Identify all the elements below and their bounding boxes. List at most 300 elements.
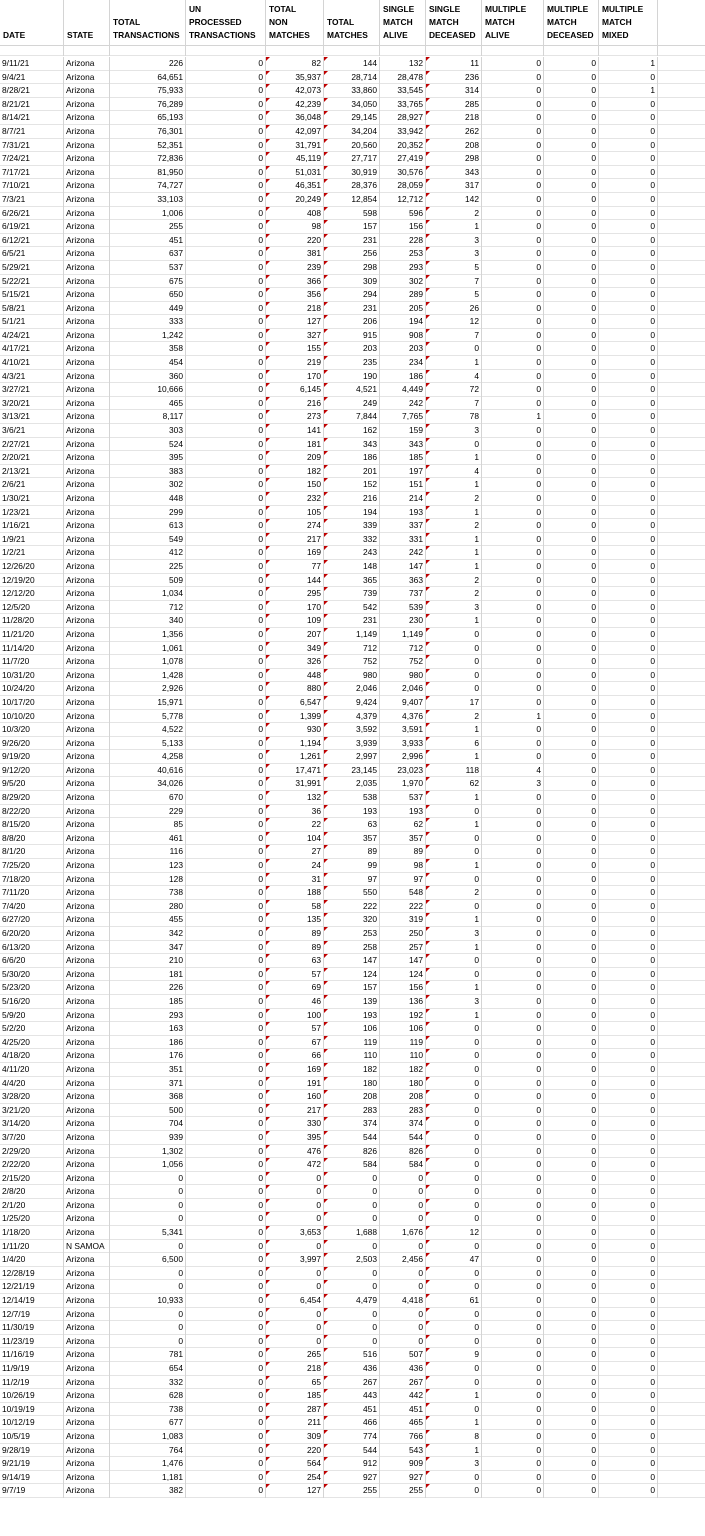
error-indicator-icon[interactable] <box>426 723 430 727</box>
cell-multiple-deceased[interactable] <box>544 1077 599 1091</box>
error-indicator-icon[interactable] <box>324 927 328 931</box>
cell-multiple-alive[interactable] <box>482 995 544 1009</box>
cell-total-transactions[interactable] <box>110 451 186 465</box>
cell-multiple-alive[interactable] <box>482 1158 544 1172</box>
cell-single-deceased[interactable] <box>426 1104 482 1118</box>
cell-multiple-deceased[interactable] <box>544 166 599 180</box>
cell-non-matches[interactable] <box>266 1253 324 1267</box>
cell-non-matches[interactable] <box>266 614 324 628</box>
cell-total-transactions[interactable] <box>110 139 186 153</box>
error-indicator-icon[interactable] <box>426 669 430 673</box>
error-indicator-icon[interactable] <box>266 927 270 931</box>
error-indicator-icon[interactable] <box>324 1226 328 1230</box>
error-indicator-icon[interactable] <box>266 1022 270 1026</box>
cell-non-matches[interactable] <box>266 601 324 615</box>
cell-unprocessed[interactable] <box>186 805 266 819</box>
error-indicator-icon[interactable] <box>266 288 270 292</box>
cell-total-transactions[interactable] <box>110 315 186 329</box>
cell-multiple-deceased[interactable] <box>544 655 599 669</box>
error-indicator-icon[interactable] <box>266 152 270 156</box>
cell-non-matches[interactable] <box>266 1049 324 1063</box>
empty-cell[interactable] <box>658 1335 705 1349</box>
cell-non-matches[interactable] <box>266 1009 324 1023</box>
cell-multiple-alive[interactable] <box>482 315 544 329</box>
error-indicator-icon[interactable] <box>426 601 430 605</box>
error-indicator-icon[interactable] <box>426 737 430 741</box>
cell-total-transactions[interactable] <box>110 1471 186 1485</box>
error-indicator-icon[interactable] <box>324 1362 328 1366</box>
cell-non-matches[interactable] <box>266 981 324 995</box>
cell-multiple-deceased[interactable] <box>544 261 599 275</box>
cell-multiple-alive[interactable] <box>482 329 544 343</box>
cell-state[interactable] <box>64 723 110 737</box>
cell-multiple-deceased[interactable] <box>544 750 599 764</box>
error-indicator-icon[interactable] <box>324 71 328 75</box>
cell-multiple-mixed[interactable] <box>599 84 658 98</box>
cell-multiple-alive[interactable] <box>482 1199 544 1213</box>
cell-date[interactable] <box>0 1009 64 1023</box>
cell-single-alive[interactable] <box>380 1185 426 1199</box>
cell-total-matches[interactable] <box>324 941 380 955</box>
cell-non-matches[interactable] <box>266 329 324 343</box>
error-indicator-icon[interactable] <box>426 1308 430 1312</box>
cell-total-matches[interactable] <box>324 397 380 411</box>
cell-state[interactable] <box>64 1117 110 1131</box>
cell-unprocessed[interactable] <box>186 1321 266 1335</box>
header-blank[interactable] <box>658 0 705 46</box>
cell-total-transactions[interactable] <box>110 696 186 710</box>
empty-cell[interactable] <box>658 737 705 751</box>
cell-date[interactable] <box>0 1199 64 1213</box>
cell-multiple-alive[interactable] <box>482 832 544 846</box>
error-indicator-icon[interactable] <box>426 179 430 183</box>
cell-date[interactable] <box>0 927 64 941</box>
cell-state[interactable] <box>64 451 110 465</box>
cell-total-transactions[interactable] <box>110 1240 186 1254</box>
error-indicator-icon[interactable] <box>426 288 430 292</box>
error-indicator-icon[interactable] <box>266 247 270 251</box>
cell-unprocessed[interactable] <box>186 1376 266 1390</box>
error-indicator-icon[interactable] <box>266 1131 270 1135</box>
error-indicator-icon[interactable] <box>266 478 270 482</box>
cell-non-matches[interactable] <box>266 968 324 982</box>
cell-single-deceased[interactable] <box>426 84 482 98</box>
cell-date[interactable] <box>0 981 64 995</box>
cell-total-transactions[interactable] <box>110 859 186 873</box>
cell-single-deceased[interactable] <box>426 642 482 656</box>
cell-multiple-deceased[interactable] <box>544 220 599 234</box>
cell-multiple-deceased[interactable] <box>544 84 599 98</box>
cell-multiple-mixed[interactable] <box>599 805 658 819</box>
cell-multiple-deceased[interactable] <box>544 275 599 289</box>
cell-single-alive[interactable] <box>380 1280 426 1294</box>
cell-unprocessed[interactable] <box>186 220 266 234</box>
empty-cell[interactable] <box>658 519 705 533</box>
cell-total-matches[interactable] <box>324 506 380 520</box>
empty-cell[interactable] <box>658 465 705 479</box>
error-indicator-icon[interactable] <box>266 533 270 537</box>
cell-total-matches[interactable] <box>324 98 380 112</box>
cell-single-deceased[interactable] <box>426 1335 482 1349</box>
cell-multiple-alive[interactable] <box>482 1457 544 1471</box>
error-indicator-icon[interactable] <box>426 1294 430 1298</box>
cell-total-matches[interactable] <box>324 1294 380 1308</box>
cell-single-deceased[interactable] <box>426 873 482 887</box>
error-indicator-icon[interactable] <box>266 1389 270 1393</box>
cell-non-matches[interactable] <box>266 438 324 452</box>
cell-state[interactable] <box>64 1145 110 1159</box>
empty-cell[interactable] <box>658 1240 705 1254</box>
cell-total-transactions[interactable] <box>110 383 186 397</box>
cell-multiple-deceased[interactable] <box>544 1240 599 1254</box>
error-indicator-icon[interactable] <box>426 913 430 917</box>
cell-date[interactable] <box>0 1471 64 1485</box>
cell-total-matches[interactable] <box>324 777 380 791</box>
empty-cell[interactable] <box>658 1036 705 1050</box>
cell-multiple-deceased[interactable] <box>544 438 599 452</box>
error-indicator-icon[interactable] <box>324 1471 328 1475</box>
cell-multiple-alive[interactable] <box>482 84 544 98</box>
empty-cell[interactable] <box>658 995 705 1009</box>
cell-date[interactable] <box>0 1104 64 1118</box>
cell-single-alive[interactable] <box>380 587 426 601</box>
error-indicator-icon[interactable] <box>324 1308 328 1312</box>
empty-cell[interactable] <box>658 342 705 356</box>
error-indicator-icon[interactable] <box>426 995 430 999</box>
error-indicator-icon[interactable] <box>324 941 328 945</box>
cell-total-matches[interactable] <box>324 913 380 927</box>
cell-non-matches[interactable] <box>266 166 324 180</box>
cell-unprocessed[interactable] <box>186 1131 266 1145</box>
cell-total-matches[interactable] <box>324 614 380 628</box>
cell-state[interactable] <box>64 1457 110 1471</box>
cell-single-deceased[interactable] <box>426 139 482 153</box>
error-indicator-icon[interactable] <box>426 98 430 102</box>
cell-single-deceased[interactable] <box>426 1009 482 1023</box>
error-indicator-icon[interactable] <box>266 1444 270 1448</box>
cell-multiple-deceased[interactable] <box>544 723 599 737</box>
cell-single-deceased[interactable] <box>426 207 482 221</box>
cell-total-matches[interactable] <box>324 968 380 982</box>
cell-multiple-alive[interactable] <box>482 1362 544 1376</box>
cell-state[interactable] <box>64 601 110 615</box>
cell-date[interactable] <box>0 614 64 628</box>
cell-non-matches[interactable] <box>266 275 324 289</box>
cell-multiple-mixed[interactable] <box>599 98 658 112</box>
cell-single-deceased[interactable] <box>426 805 482 819</box>
cell-single-deceased[interactable] <box>426 954 482 968</box>
cell-unprocessed[interactable] <box>186 179 266 193</box>
error-indicator-icon[interactable] <box>266 1403 270 1407</box>
cell-single-deceased[interactable] <box>426 764 482 778</box>
cell-multiple-deceased[interactable] <box>544 981 599 995</box>
empty-cell[interactable] <box>658 886 705 900</box>
error-indicator-icon[interactable] <box>426 71 430 75</box>
cell-multiple-mixed[interactable] <box>599 1416 658 1430</box>
cell-single-deceased[interactable] <box>426 356 482 370</box>
error-indicator-icon[interactable] <box>266 207 270 211</box>
cell-unprocessed[interactable] <box>186 1362 266 1376</box>
header-multiple-alive[interactable] <box>482 0 544 46</box>
empty-cell[interactable] <box>658 614 705 628</box>
cell-single-alive[interactable] <box>380 1212 426 1226</box>
cell-single-deceased[interactable] <box>426 913 482 927</box>
cell-single-deceased[interactable] <box>426 247 482 261</box>
empty-cell[interactable] <box>658 261 705 275</box>
cell-unprocessed[interactable] <box>186 859 266 873</box>
cell-state[interactable] <box>64 1403 110 1417</box>
cell-multiple-deceased[interactable] <box>544 900 599 914</box>
cell-multiple-alive[interactable] <box>482 913 544 927</box>
cell-total-matches[interactable] <box>324 519 380 533</box>
error-indicator-icon[interactable] <box>426 410 430 414</box>
error-indicator-icon[interactable] <box>426 1376 430 1380</box>
cell-multiple-deceased[interactable] <box>544 234 599 248</box>
empty-cell[interactable] <box>658 111 705 125</box>
cell-total-transactions[interactable] <box>110 1308 186 1322</box>
cell-date[interactable] <box>0 723 64 737</box>
cell-single-alive[interactable] <box>380 601 426 615</box>
error-indicator-icon[interactable] <box>324 1484 328 1488</box>
cell-single-alive[interactable] <box>380 642 426 656</box>
cell-date[interactable] <box>0 1049 64 1063</box>
cell-single-deceased[interactable] <box>426 302 482 316</box>
empty-cell[interactable] <box>658 1131 705 1145</box>
cell-multiple-alive[interactable] <box>482 492 544 506</box>
cell-non-matches[interactable] <box>266 805 324 819</box>
cell-state[interactable] <box>64 1321 110 1335</box>
error-indicator-icon[interactable] <box>426 1145 430 1149</box>
error-indicator-icon[interactable] <box>266 519 270 523</box>
empty-cell[interactable] <box>658 152 705 166</box>
cell-single-alive[interactable] <box>380 1389 426 1403</box>
cell-total-matches[interactable] <box>324 1009 380 1023</box>
error-indicator-icon[interactable] <box>324 601 328 605</box>
cell-single-alive[interactable] <box>380 723 426 737</box>
cell-single-alive[interactable] <box>380 1131 426 1145</box>
cell-single-deceased[interactable] <box>426 968 482 982</box>
error-indicator-icon[interactable] <box>324 845 328 849</box>
error-indicator-icon[interactable] <box>266 84 270 88</box>
cell-multiple-mixed[interactable] <box>599 1063 658 1077</box>
cell-date[interactable] <box>0 1022 64 1036</box>
cell-multiple-alive[interactable] <box>482 777 544 791</box>
cell-multiple-alive[interactable] <box>482 1104 544 1118</box>
cell-unprocessed[interactable] <box>186 1335 266 1349</box>
error-indicator-icon[interactable] <box>426 1158 430 1162</box>
cell-state[interactable] <box>64 1376 110 1390</box>
cell-single-deceased[interactable] <box>426 818 482 832</box>
error-indicator-icon[interactable] <box>324 342 328 346</box>
cell-single-deceased[interactable] <box>426 1267 482 1281</box>
empty-cell[interactable] <box>658 873 705 887</box>
cell-single-deceased[interactable] <box>426 981 482 995</box>
empty-cell[interactable] <box>658 601 705 615</box>
cell-multiple-deceased[interactable] <box>544 1172 599 1186</box>
cell-single-alive[interactable] <box>380 193 426 207</box>
error-indicator-icon[interactable] <box>426 1457 430 1461</box>
cell-total-transactions[interactable] <box>110 492 186 506</box>
cell-single-alive[interactable] <box>380 207 426 221</box>
empty-cell[interactable] <box>658 655 705 669</box>
cell-date[interactable] <box>0 275 64 289</box>
cell-date[interactable] <box>0 954 64 968</box>
cell-multiple-mixed[interactable] <box>599 873 658 887</box>
header-single-alive[interactable] <box>380 0 426 46</box>
empty-cell[interactable] <box>658 1294 705 1308</box>
cell-total-matches[interactable] <box>324 954 380 968</box>
cell-multiple-mixed[interactable] <box>599 1308 658 1322</box>
cell-total-transactions[interactable] <box>110 805 186 819</box>
error-indicator-icon[interactable] <box>324 818 328 822</box>
error-indicator-icon[interactable] <box>324 1158 328 1162</box>
cell-unprocessed[interactable] <box>186 410 266 424</box>
cell-single-deceased[interactable] <box>426 315 482 329</box>
cell-total-transactions[interactable] <box>110 1294 186 1308</box>
cell-total-transactions[interactable] <box>110 723 186 737</box>
cell-date[interactable] <box>0 642 64 656</box>
cell-single-alive[interactable] <box>380 873 426 887</box>
cell-unprocessed[interactable] <box>186 315 266 329</box>
error-indicator-icon[interactable] <box>426 125 430 129</box>
cell-total-transactions[interactable] <box>110 791 186 805</box>
cell-non-matches[interactable] <box>266 873 324 887</box>
cell-state[interactable] <box>64 261 110 275</box>
header-total-transactions[interactable] <box>110 0 186 46</box>
cell-single-alive[interactable] <box>380 179 426 193</box>
error-indicator-icon[interactable] <box>266 737 270 741</box>
cell-single-alive[interactable] <box>380 1172 426 1186</box>
error-indicator-icon[interactable] <box>266 71 270 75</box>
error-indicator-icon[interactable] <box>426 546 430 550</box>
cell-single-alive[interactable] <box>380 574 426 588</box>
cell-total-matches[interactable] <box>324 247 380 261</box>
cell-date[interactable] <box>0 166 64 180</box>
cell-date[interactable] <box>0 1145 64 1159</box>
cell-state[interactable] <box>64 737 110 751</box>
cell-multiple-mixed[interactable] <box>599 1049 658 1063</box>
cell-total-transactions[interactable] <box>110 1022 186 1036</box>
cell-total-matches[interactable] <box>324 1077 380 1091</box>
cell-date[interactable] <box>0 383 64 397</box>
cell-multiple-deceased[interactable] <box>544 995 599 1009</box>
cell-total-transactions[interactable] <box>110 1199 186 1213</box>
cell-date[interactable] <box>0 1430 64 1444</box>
cell-state[interactable] <box>64 832 110 846</box>
empty-cell[interactable] <box>658 1484 705 1498</box>
cell-total-matches[interactable] <box>324 682 380 696</box>
cell-non-matches[interactable] <box>266 342 324 356</box>
cell-single-deceased[interactable] <box>426 1240 482 1254</box>
cell-unprocessed[interactable] <box>186 98 266 112</box>
cell-total-matches[interactable] <box>324 1022 380 1036</box>
cell-non-matches[interactable] <box>266 234 324 248</box>
cell-state[interactable] <box>64 1009 110 1023</box>
cell-date[interactable] <box>0 356 64 370</box>
empty-cell[interactable] <box>658 1226 705 1240</box>
error-indicator-icon[interactable] <box>324 1090 328 1094</box>
cell-state[interactable] <box>64 410 110 424</box>
cell-multiple-alive[interactable] <box>482 1022 544 1036</box>
cell-total-transactions[interactable] <box>110 478 186 492</box>
cell-state[interactable] <box>64 519 110 533</box>
cell-total-matches[interactable] <box>324 1226 380 1240</box>
cell-single-deceased[interactable] <box>426 57 482 71</box>
cell-total-matches[interactable] <box>324 84 380 98</box>
cell-unprocessed[interactable] <box>186 1022 266 1036</box>
error-indicator-icon[interactable] <box>324 574 328 578</box>
cell-multiple-mixed[interactable] <box>599 1090 658 1104</box>
cell-unprocessed[interactable] <box>186 1090 266 1104</box>
cell-date[interactable] <box>0 1131 64 1145</box>
cell-unprocessed[interactable] <box>186 1185 266 1199</box>
cell-unprocessed[interactable] <box>186 329 266 343</box>
cell-single-deceased[interactable] <box>426 886 482 900</box>
error-indicator-icon[interactable] <box>426 57 430 61</box>
cell-single-deceased[interactable] <box>426 696 482 710</box>
cell-non-matches[interactable] <box>266 1172 324 1186</box>
cell-single-deceased[interactable] <box>426 845 482 859</box>
cell-unprocessed[interactable] <box>186 900 266 914</box>
cell-multiple-mixed[interactable] <box>599 438 658 452</box>
error-indicator-icon[interactable] <box>426 1185 430 1189</box>
cell-single-deceased[interactable] <box>426 1036 482 1050</box>
cell-single-alive[interactable] <box>380 111 426 125</box>
cell-non-matches[interactable] <box>266 818 324 832</box>
error-indicator-icon[interactable] <box>266 601 270 605</box>
cell-multiple-mixed[interactable] <box>599 750 658 764</box>
cell-total-transactions[interactable] <box>110 506 186 520</box>
cell-unprocessed[interactable] <box>186 247 266 261</box>
cell-unprocessed[interactable] <box>186 506 266 520</box>
error-indicator-icon[interactable] <box>426 207 430 211</box>
error-indicator-icon[interactable] <box>426 655 430 659</box>
cell-multiple-deceased[interactable] <box>544 560 599 574</box>
cell-unprocessed[interactable] <box>186 1471 266 1485</box>
cell-total-matches[interactable] <box>324 1280 380 1294</box>
cell-total-matches[interactable] <box>324 288 380 302</box>
cell-multiple-mixed[interactable] <box>599 737 658 751</box>
empty-cell[interactable] <box>658 451 705 465</box>
error-indicator-icon[interactable] <box>324 737 328 741</box>
error-indicator-icon[interactable] <box>324 125 328 129</box>
cell-multiple-mixed[interactable] <box>599 302 658 316</box>
cell-non-matches[interactable] <box>266 764 324 778</box>
empty-cell[interactable] <box>658 506 705 520</box>
error-indicator-icon[interactable] <box>426 696 430 700</box>
error-indicator-icon[interactable] <box>324 179 328 183</box>
cell-total-transactions[interactable] <box>110 546 186 560</box>
cell-date[interactable] <box>0 139 64 153</box>
cell-single-alive[interactable] <box>380 941 426 955</box>
cell-total-matches[interactable] <box>324 275 380 289</box>
cell-multiple-mixed[interactable] <box>599 1145 658 1159</box>
cell-multiple-mixed[interactable] <box>599 546 658 560</box>
empty-cell[interactable] <box>658 818 705 832</box>
cell-total-matches[interactable] <box>324 465 380 479</box>
error-indicator-icon[interactable] <box>324 981 328 985</box>
cell-unprocessed[interactable] <box>186 1036 266 1050</box>
cell-single-deceased[interactable] <box>426 1471 482 1485</box>
cell-multiple-deceased[interactable] <box>544 873 599 887</box>
cell-total-transactions[interactable] <box>110 288 186 302</box>
cell-non-matches[interactable] <box>266 587 324 601</box>
cell-multiple-alive[interactable] <box>482 818 544 832</box>
cell-unprocessed[interactable] <box>186 451 266 465</box>
error-indicator-icon[interactable] <box>266 1267 270 1271</box>
error-indicator-icon[interactable] <box>266 1145 270 1149</box>
error-indicator-icon[interactable] <box>266 1117 270 1121</box>
